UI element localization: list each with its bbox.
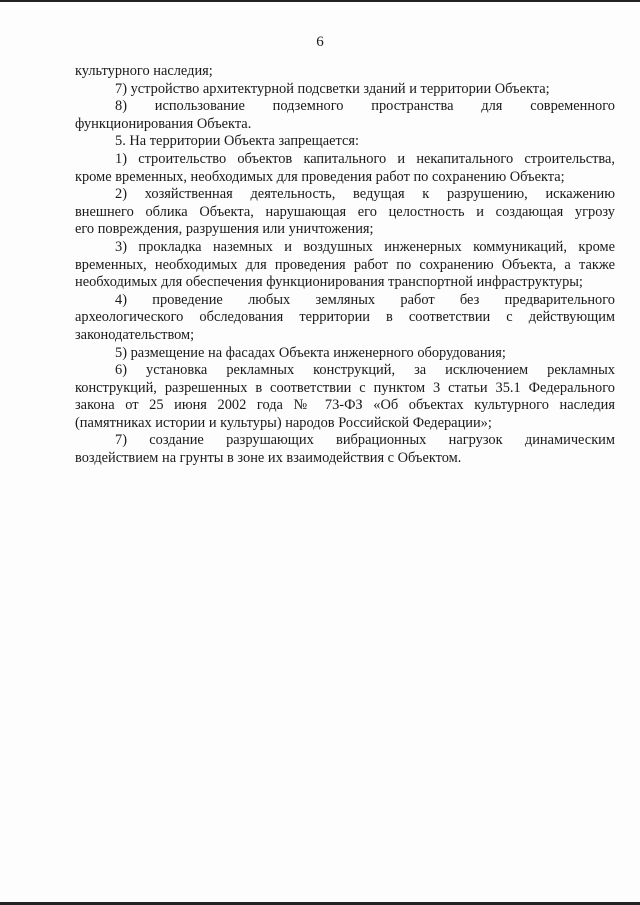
paragraph: [75, 133, 615, 151]
paragraph: [75, 63, 615, 81]
paragraph: [75, 81, 615, 99]
text-line: закона от 25 июня 2002 года № 73-ФЗ «Об объектах культурного наследия: [75, 397, 615, 414]
text-line: 5) размещение на фасадах Объекта инженерного оборудования;: [115, 344, 506, 361]
text-line: культурного наследия;: [75, 63, 213, 79]
text-line: необходимых для обеспечения функционирования транспортной инфраструктуры;: [75, 274, 583, 291]
text-line: 2) хозяйственная деятельность, ведущая к разрушению, искажению: [115, 186, 615, 203]
text-line: его повреждения, разрушения или уничтожения;: [75, 221, 374, 238]
text-line: конструкций, разрешенных в соответствии с пунктом 3 статьи 35.1 Федерального: [75, 379, 615, 396]
paragraph: [75, 186, 615, 239]
paragraph: [75, 345, 615, 363]
text-line: 5. На территории Объекта запрещается:: [115, 133, 359, 150]
text-line: функционирования Объекта.: [75, 115, 252, 132]
scan-edge-top: [0, 0, 640, 2]
text-line: внешнего облика Объекта, нарушающая его целостность и создающая угрозу: [75, 203, 615, 220]
text-line: кроме временных, необходимых для проведения работ по сохранению Объекта;: [75, 168, 565, 185]
text-line: археологического обследования территории в соответствии с действующим: [75, 309, 615, 326]
text-line: (памятниках истории и культуры) народов Российской Федерации»;: [75, 414, 492, 431]
text-line: 1) строительство объектов капитального и некапитального строительства,: [115, 150, 615, 167]
paragraph: [75, 98, 615, 133]
paragraph: [75, 432, 615, 467]
text-line: воздействием на грунты в зоне их взаимодействия с Объектом.: [75, 450, 462, 467]
text-line: 6) установка рекламных конструкций, за исключением рекламных: [115, 362, 615, 379]
paragraph: [75, 239, 615, 292]
text-line: 3) прокладка наземных и воздушных инженерных коммуникаций, кроме: [115, 238, 615, 255]
text-line: 8) использование подземного пространства для современного: [115, 98, 615, 115]
text-line: законодательством;: [75, 326, 195, 343]
document-body: [75, 63, 615, 468]
text-line: 7) создание разрушающих вибрационных нагрузок динамическим: [115, 432, 615, 449]
text-line: 7) устройство архитектурной подсветки зданий и территории Объекта;: [115, 80, 550, 97]
text-line: временных, необходимых для проведения работ по сохранению Объекта, а также: [75, 256, 615, 273]
paragraph: [75, 151, 615, 186]
text-line: 4) проведение любых земляных работ без предварительного: [115, 291, 615, 308]
paragraph: [75, 362, 615, 432]
page-number: 6: [316, 34, 324, 50]
paragraph: [75, 292, 615, 345]
